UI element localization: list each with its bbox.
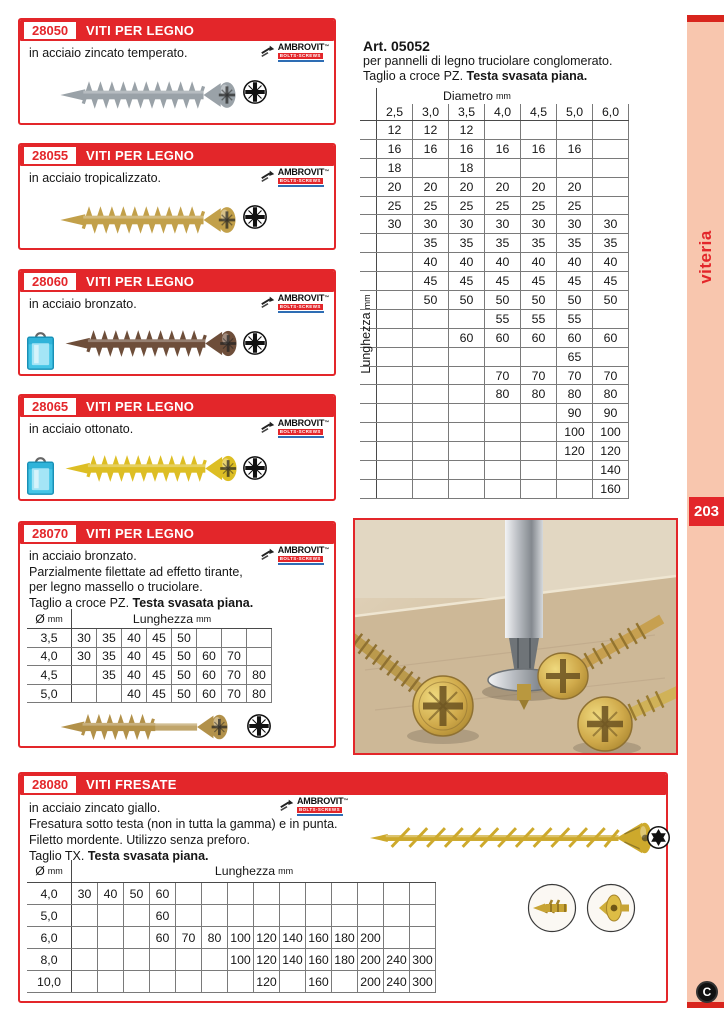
storage-box-icon [25, 454, 56, 497]
brand-subtitle: BOLTS-SCREWS [279, 52, 321, 58]
screw-image [56, 74, 248, 116]
product-description: in acciaio bronzato. Parzialmente filettate ad effetto tirante, per legno massello o truciolare. Taglio a croce PZ. Testa svasata piana. [29, 549, 254, 610]
screw-image [62, 323, 248, 364]
screw-image [62, 448, 248, 489]
sidebar-tab-label: viteria [696, 230, 715, 284]
brand-subtitle: BOLTS-SCREWS [279, 303, 321, 309]
pozidriv-icon [242, 330, 268, 356]
ambrovit-logo [260, 419, 329, 438]
pozidriv-icon [242, 79, 268, 105]
product-title: VITI PER LEGNO [86, 148, 195, 163]
product-card-28080 [18, 772, 668, 1003]
product-code-badge: 28065 [24, 398, 76, 415]
brand-underline [278, 60, 324, 62]
product-title: VITI PER LEGNO [86, 399, 195, 414]
product-code-badge: 28080 [24, 776, 76, 793]
product-header-bar [20, 523, 334, 544]
torx-icon [646, 825, 671, 850]
product-card-28055 [18, 143, 336, 250]
product-description: in acciaio ottonato. [29, 422, 134, 436]
product-code-badge: 28070 [24, 525, 76, 542]
product-card-28060 [18, 269, 336, 376]
brand-tm: ™ [324, 420, 329, 426]
logo-screws-icon [260, 420, 276, 433]
brand-name: AMBROVIT [277, 418, 325, 428]
brand-underline [278, 311, 324, 313]
logo-screws-icon [260, 547, 276, 560]
brand-name: AMBROVIT [277, 167, 325, 177]
screw-tip-detail [525, 882, 579, 934]
product-title: VITI PER LEGNO [86, 274, 195, 289]
brand-tm: ™ [324, 44, 329, 50]
product-header-bar [20, 774, 666, 795]
brand-name: AMBROVIT [277, 293, 325, 303]
product-card-28070 [18, 521, 336, 748]
brand-subtitle: BOLTS-SCREWS [299, 806, 340, 812]
photo-scene [355, 520, 676, 753]
storage-box-icon [25, 329, 56, 372]
brand-underline [297, 814, 343, 816]
product-description: in acciaio zincato temperato. [29, 46, 188, 60]
brand-subtitle: BOLTS-SCREWS [279, 177, 321, 183]
brand-tm: ™ [324, 547, 329, 553]
pozidriv-icon [242, 204, 268, 230]
product-title: VITI PER LEGNO [86, 526, 195, 541]
brand-name: AMBROVIT [297, 796, 344, 806]
ambrovit-logo [260, 546, 329, 565]
ambrovit-logo [279, 797, 348, 816]
logo-screws-icon [279, 798, 295, 811]
brand-tm: ™ [324, 169, 329, 175]
product-title: VITI FRESATE [86, 777, 177, 792]
brand-name: AMBROVIT [277, 545, 325, 555]
product-header-bar [20, 20, 334, 41]
dimensions-table-28070: Ø mm Lunghezza mm 3,5 30 35 40 45 50 4,0 30 35 40 45 50 60 70 4,5 35 40 45 50 60 70 80 5,0 40 45 50 60 70 80 [27, 609, 272, 703]
product-header-bar [20, 145, 334, 166]
article-description-line1: per pannelli di legno truciolare conglomerato. [363, 54, 613, 68]
product-title: VITI PER LEGNO [86, 23, 195, 38]
product-photo [353, 518, 678, 755]
dimensions-table-05052: Diametro mm 2,5 3,0 3,5 4,0 4,5 5,0 6,0 12 12 12 16 16 16 16 16 16 18 18 20 20 20 20 20 20 25 25 25 25 25 25 30 30 30 30 30 30 30 35 35 35 35 35 35 40 40 40 40 40 40 45 45 45 45 45 45 50 50 50 50 50 50 55 55 55 60 60 60 60 60 65 70 70 70 70 80 80 80 80 90 90 100 100 120 120 140 160 [360, 88, 629, 499]
screw-image-fresata [368, 816, 656, 860]
brand-subtitle: BOLTS-SCREWS [279, 428, 321, 434]
brand-underline [278, 436, 324, 438]
sidebar-top-rule [687, 15, 724, 22]
logo-screws-icon [260, 44, 276, 57]
brand-underline [278, 185, 324, 187]
dimensions-table-28080: Ø mm Lunghezza mm 4,0 30 40 50 60 5,0 60 6,0 60 70 80 100 120 140 160 180 200 8,0 100 120 140 160 180 200 240 300 10,0 120 160 200 240 300 [27, 860, 436, 993]
pozidriv-icon [246, 713, 272, 739]
product-code-badge: 28055 [24, 147, 76, 164]
screw-image [56, 199, 248, 241]
product-header-bar [20, 271, 334, 292]
brand-tm: ™ [324, 295, 329, 301]
product-description: in acciaio tropicalizzato. [29, 171, 162, 185]
screw-head-detail [584, 882, 638, 934]
product-header-bar [20, 396, 334, 417]
ambrovit-logo [260, 294, 329, 313]
logo-screws-icon [260, 295, 276, 308]
ambrovit-logo [260, 43, 329, 62]
pozidriv-icon [242, 455, 268, 481]
product-card-28065 [18, 394, 336, 501]
brand-name: AMBROVIT [277, 42, 325, 52]
product-description: in acciaio bronzato. [29, 297, 137, 311]
product-card-28050 [18, 18, 336, 125]
brand-tm: ™ [343, 798, 349, 804]
product-code-badge: 28060 [24, 273, 76, 290]
article-description-line2: Taglio a croce PZ. Testa svasata piana. [363, 69, 588, 83]
logo-screws-icon [260, 169, 276, 182]
catalog-page: 28050 VITI PER LEGNO in acciaio zincato temperato. AMBROVIT™ BOLTS-SCREWS 28055 VITI PER LEGNO in acciaio tropicalizzato. AMBROVIT™ BOLTS-SCREWS 28060 VITI PER LEGNO in acciaio bronzato. AMBROVIT™ BOLTS-SCREWS 28065 VITI PER LEGNO in acciaio ottonato. AMBROVIT™ BOLTS-SCREWS Art. 05052 per pannelli di legno truciolare conglomerato. Taglio a croce PZ. Testa svasata piana. Diametro mm 2,5 3,0 3,5 4,0 4,5 5,0 6,0 12 12 12 16 16 16 16 16 16 18 18 20 20 20 20 20 20 25 25 25 25 25 25 30 30 30 30 30 30 30 35 35 35 35 35 35 40 40 40 40 40 40 45 45 45 45 45 45 50 50 50 50 50 50 55 55 55 60 60 60 60 60 65 70 70 70 70 80 80 80 80 90 90 100 100 120 120 140 160 Lunghezzamm 28070 VITI PER LEGNO in acciaio bronzato. Parzialmente filettate ad effetto tirante, per legno massello o truciolare. Taglio a croce PZ. Testa svasata piana. AMBROVIT™ BOLTS-SCREWS Ø mm Lunghezza mm 3,5 30 35 40 45 50 4,0 30 35 40 45 50 60 70 4,5 35 40 45 50 60 70 80 5,0 40 45 50 60 70 80 28080 VITI FRESATE in acciaio zincato giallo. Fresatura sotto testa (non in tutta la gamma) e in punta. Filetto mordente. Utilizzo senza preforo. Taglio TX. Testa svasata piana. AMBROVIT™ BOLTS-SCREWS Ø mm Lunghezza mm 4,0 30 40 50 60 5,0 60 6,0 60 70 80 100 120 140 160 180 200 8,0 100 120 140 160 180 200 240 300 10,0 120 160 200 240 300 viteria 203 C [0, 0, 724, 1024]
article-number: Art. 05052 [363, 38, 430, 54]
screw-image [50, 707, 246, 747]
brand-subtitle: BOLTS-SCREWS [279, 555, 321, 561]
product-description: in acciaio zincato giallo. Fresatura sotto testa (non in tutta la gamma) e in punta. Filetto mordente. Utilizzo senza preforo. Taglio TX. Testa svasata piana. [29, 801, 338, 863]
ambrovit-logo [260, 168, 329, 187]
brand-underline [278, 563, 324, 565]
page-number-badge: 203 [689, 497, 724, 526]
product-code-badge: 28050 [24, 22, 76, 39]
publisher-mark: C [696, 981, 718, 1003]
